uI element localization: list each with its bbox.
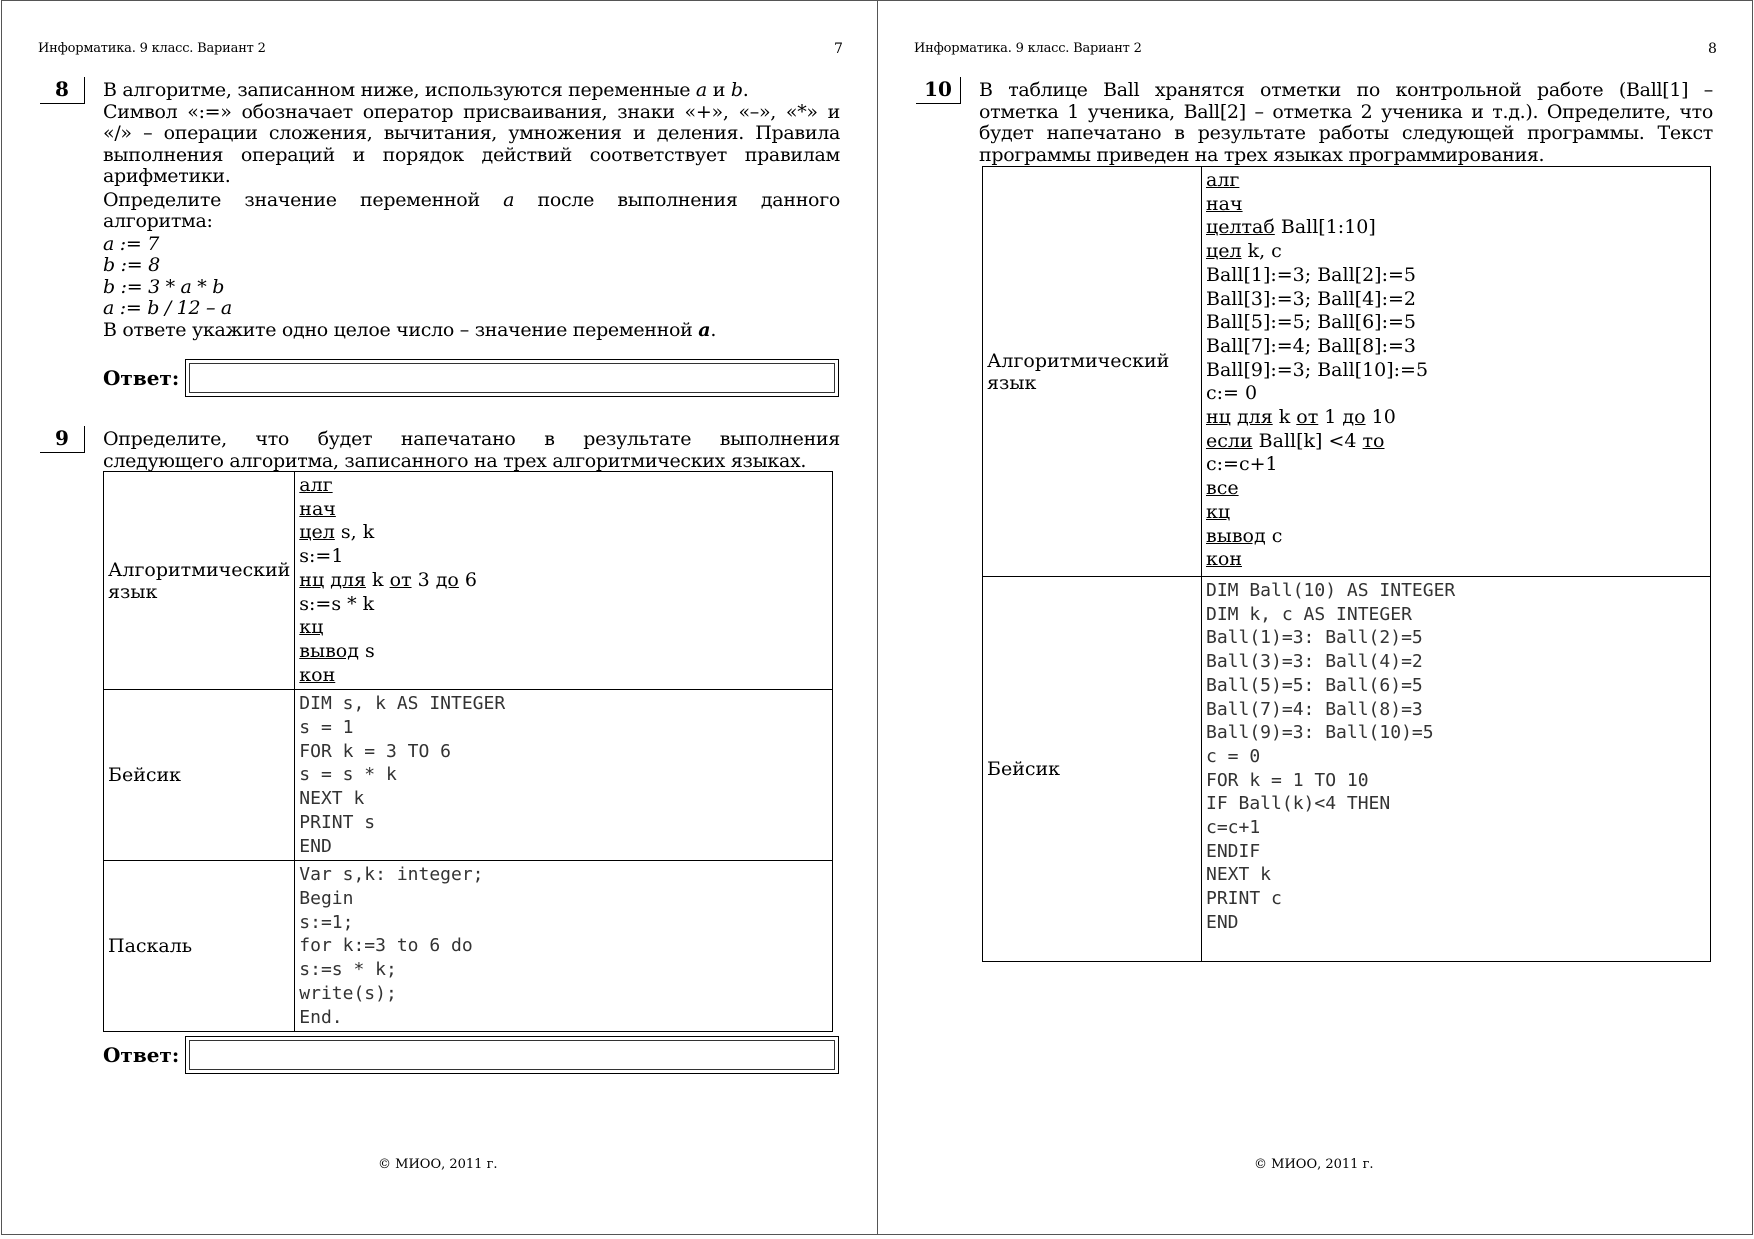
keyword: до — [435, 568, 459, 591]
question-8-text — [103, 80, 840, 341]
q8-line — [103, 190, 840, 212]
code-line: Ball[5]:=5; Ball[6]:=5 — [1206, 311, 1416, 334]
table-row — [104, 861, 833, 1032]
code-line: кон — [1206, 548, 1242, 571]
code-line: c = 0 — [1206, 745, 1261, 767]
code-line: DIM s, k AS INTEGER — [299, 693, 506, 715]
code-line: for k:=3 to 6 do — [299, 935, 473, 957]
code-line: Var s,k: integer; — [299, 864, 484, 886]
answer-box[interactable] — [185, 359, 839, 397]
table-row — [104, 690, 833, 861]
code-line: write(s); — [299, 982, 397, 1004]
code-line — [299, 640, 828, 664]
code-line: s = 1 — [299, 717, 354, 739]
q8-text: Определите значение переменной — [103, 188, 480, 211]
language-label: Алгоритмический язык — [104, 472, 295, 690]
keyword: нц — [1206, 406, 1231, 429]
answer-label: Ответ: — [103, 1043, 180, 1067]
var-a: a — [503, 188, 515, 211]
language-label: Алгоритмический язык — [983, 167, 1202, 577]
code-table — [103, 471, 833, 1032]
code-line: END — [1206, 911, 1239, 933]
question-9-text — [103, 429, 840, 472]
code-line: NEXT k — [299, 788, 365, 810]
code-line: Ball(3)=3: Ball(4)=2 — [1206, 651, 1423, 673]
question-number: 10 — [916, 77, 961, 104]
code-line: END — [299, 835, 332, 857]
code-line — [299, 569, 828, 593]
keyword: если — [1206, 429, 1253, 452]
algo-line: a := b / 12 – a — [103, 297, 232, 319]
code-text: s — [358, 639, 375, 662]
algorithmic-code — [295, 472, 833, 690]
code-line: Ball[7]:=4; Ball[8]:=3 — [1206, 334, 1416, 357]
q10-line: программы приведен на трех языках программирования. — [979, 143, 1545, 166]
code-line: FOR k = 3 TO 6 — [299, 740, 451, 762]
q9-line: следующего алгоритма, записанного на трех алгоритмических языках. — [103, 449, 807, 472]
keyword: вывод — [299, 639, 359, 662]
q8-period: . — [742, 79, 749, 101]
code-text: 6 — [458, 568, 477, 591]
q10-line: В таблице Ball хранятся отметки по контрольной работе (Ball[1] – — [979, 79, 1713, 101]
q8-line — [103, 80, 840, 102]
q8-and: и — [712, 79, 726, 101]
code-line: алг — [1206, 169, 1240, 191]
q8-line: арифметики. — [103, 165, 231, 187]
answer-box[interactable] — [185, 1036, 839, 1074]
code-line: DIM Ball(10) AS INTEGER — [1206, 580, 1456, 601]
code-line: IF Ball(k)<4 THEN — [1206, 793, 1391, 815]
basic-code — [295, 690, 833, 861]
code-line: Ball[3]:=3; Ball[4]:=2 — [1206, 287, 1416, 310]
code-line: s:=s * k — [299, 592, 375, 615]
code-line: алг — [299, 474, 333, 496]
table-row — [983, 577, 1711, 962]
code-line: c:= 0 — [1206, 382, 1258, 405]
code-line: PRINT s — [299, 811, 376, 833]
q8-line: В ответе укажите одно целое число – значение переменной a. — [103, 318, 717, 341]
keyword: то — [1362, 429, 1385, 452]
code-line: PRINT c — [1206, 888, 1282, 910]
code-line: кц — [1206, 500, 1231, 523]
keyword: цел — [299, 521, 335, 544]
code-text: s, k — [334, 521, 375, 544]
code-line — [1206, 430, 1706, 454]
keyword: целтаб — [1206, 216, 1275, 239]
code-line — [1206, 525, 1706, 549]
code-text: 3 — [411, 568, 436, 591]
code-text: k — [365, 568, 390, 591]
code-line: s = s * k — [299, 764, 397, 786]
code-line: s:=s * k; — [299, 959, 397, 981]
language-label: Паскаль — [104, 861, 295, 1032]
code-line — [1206, 216, 1706, 240]
keyword: до — [1342, 406, 1366, 429]
code-line: все — [1206, 477, 1239, 500]
right-page — [877, 0, 1753, 1235]
left-page — [1, 0, 878, 1235]
q8-line: Символ «:=» обозначает оператор присваивания, знаки «+», «–», «*» и — [103, 100, 840, 123]
pascal-code — [295, 861, 833, 1032]
answer-input[interactable] — [189, 1040, 835, 1070]
code-line: нач — [1206, 192, 1243, 215]
code-line: кц — [299, 616, 324, 639]
answer-input[interactable] — [189, 363, 835, 393]
var-b: b — [730, 79, 743, 101]
code-text: c — [1265, 524, 1283, 547]
code-line: DIM k, c AS INTEGER — [1206, 603, 1412, 625]
code-line: End. — [299, 1006, 343, 1028]
keyword: от — [389, 568, 412, 591]
code-line — [1206, 240, 1706, 264]
answer-row — [103, 1036, 839, 1074]
code-text: k — [1272, 406, 1297, 429]
code-line: Begin — [299, 888, 354, 910]
code-line: c=c+1 — [1206, 817, 1261, 839]
table-row — [983, 167, 1711, 577]
answer-row — [103, 359, 839, 397]
code-text: Ball[k] <4 — [1252, 429, 1363, 452]
code-text: 10 — [1365, 406, 1396, 429]
code-line: ENDIF — [1206, 840, 1261, 862]
keyword: цел — [1206, 240, 1242, 263]
language-label: Бейсик — [104, 690, 295, 861]
keyword: нц — [299, 568, 325, 591]
language-label: Бейсик — [983, 577, 1202, 962]
page-header: Информатика. 9 класс. Вариант 2 — [38, 41, 266, 56]
q8-line: алгоритма: — [103, 210, 213, 232]
algo-line: b := 8 — [103, 254, 160, 276]
page-number: 7 — [834, 41, 843, 57]
var-a: a — [698, 318, 711, 341]
keyword: для — [1236, 406, 1273, 429]
code-line: Ball[1]:=3; Ball[2]:=5 — [1206, 263, 1416, 286]
page-header: Информатика. 9 класс. Вариант 2 — [914, 41, 1142, 56]
question-number: 8 — [40, 77, 85, 104]
q9-line: Определите, что будет напечатано в результате выполнения — [103, 428, 840, 450]
code-line — [299, 521, 828, 545]
code-line: Ball(9)=3: Ball(10)=5 — [1206, 722, 1434, 744]
page-number: 8 — [1708, 41, 1717, 57]
algo-line: a := 7 — [103, 232, 160, 255]
code-line: s:=1 — [299, 545, 344, 568]
code-line: s:=1; — [299, 911, 354, 933]
q8-text: после выполнения данного — [537, 188, 840, 211]
question-number: 9 — [40, 426, 85, 453]
table-row — [104, 472, 833, 690]
code-text: k, c — [1241, 240, 1282, 263]
basic-code — [1202, 577, 1711, 962]
keyword: от — [1296, 406, 1319, 429]
q8-line: «/» – операции сложения, вычитания, умножения и деления. Правила — [103, 122, 840, 144]
code-line: Ball[9]:=3; Ball[10]:=5 — [1206, 358, 1429, 381]
code-line: Ball(1)=3: Ball(2)=5 — [1206, 627, 1423, 649]
code-line: Ball(7)=4: Ball(8)=3 — [1206, 698, 1423, 720]
code-line: кон — [299, 663, 336, 686]
algo-line: b := 3 * a * b — [103, 275, 225, 298]
keyword: для — [330, 568, 366, 591]
answer-label: Ответ: — [103, 366, 180, 390]
question-10-text — [979, 80, 1713, 166]
code-line: NEXT k — [1206, 864, 1272, 886]
keyword: вывод — [1206, 524, 1266, 547]
page-footer: © МИОО, 2011 г. — [378, 1157, 498, 1172]
code-line: FOR k = 1 TO 10 — [1206, 769, 1369, 791]
code-line: Ball(5)=5: Ball(6)=5 — [1206, 674, 1423, 696]
q8-line: выполнения операций и порядок действий соответствует правилам — [103, 143, 840, 166]
code-text: 1 — [1318, 406, 1343, 429]
code-line: c:=c+1 — [1206, 453, 1278, 476]
code-line — [1206, 406, 1706, 430]
q8-text: В ответе укажите одно целое число – значение переменной — [103, 318, 693, 341]
var-a: a — [695, 79, 707, 101]
page-footer: © МИОО, 2011 г. — [1254, 1157, 1374, 1172]
q10-line: отметка 1 ученика, Ball[2] – отметка 2 ученика и т.д.). Определите, что — [979, 100, 1713, 123]
code-text: Ball[1:10] — [1274, 216, 1376, 239]
code-line: нач — [299, 497, 336, 520]
q8-text: В алгоритме, записанном ниже, используются переменные — [103, 79, 691, 101]
algorithmic-code — [1202, 167, 1711, 577]
code-table — [982, 166, 1711, 962]
q10-line: будет напечатано в результате работы следующей программы. Текст — [979, 122, 1713, 144]
